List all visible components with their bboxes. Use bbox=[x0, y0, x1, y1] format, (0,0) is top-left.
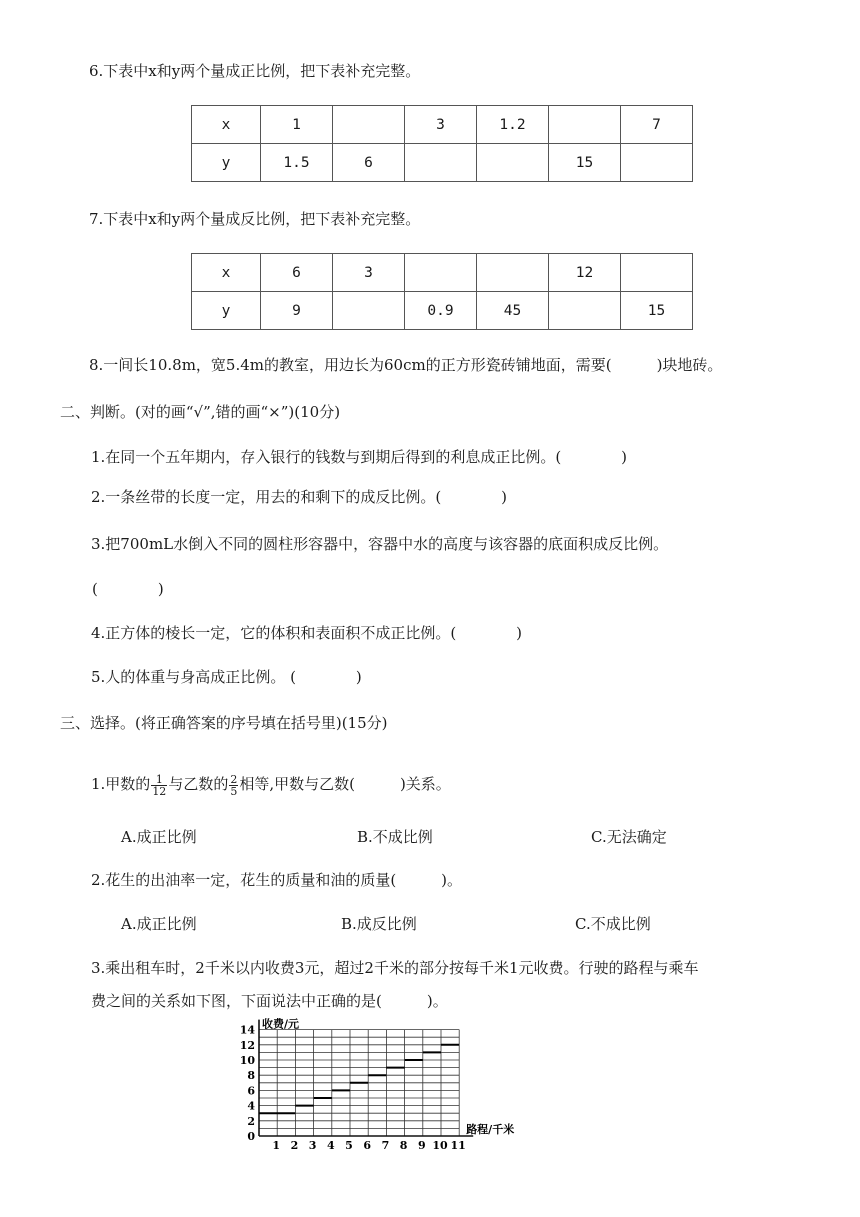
x-tick-label: 10 bbox=[432, 1139, 448, 1152]
choice-2-option-a: A.成正比例 bbox=[121, 915, 197, 933]
section-2-heading: 二、判断。(对的画“√”,错的画“×”)(10分) bbox=[60, 403, 341, 421]
table-cell bbox=[333, 106, 405, 144]
y-tick-label: 14 bbox=[239, 1023, 255, 1037]
proportion-table-6 bbox=[191, 105, 693, 182]
row-header-cell: x bbox=[192, 106, 261, 144]
table-cell: 45 bbox=[477, 292, 549, 330]
y-axis-label: 收费/元 bbox=[262, 1018, 300, 1031]
question-6: 6.下表中x和y两个量成正比例，把下表补充完整。 bbox=[89, 62, 421, 80]
table-cell bbox=[477, 254, 549, 292]
table-cell bbox=[333, 292, 405, 330]
x-tick-label: 4 bbox=[326, 1139, 335, 1152]
section-3-heading: 三、选择。(将正确答案的序号填在括号里)(15分) bbox=[60, 714, 388, 732]
table-cell: 0.9 bbox=[405, 292, 477, 330]
judge-item-4: 4.正方体的棱长一定，它的体积和表面积不成正比例。( ) bbox=[91, 624, 523, 642]
choice-question-1: 1.甲数的 $\frac{1}{12}$ 与乙数的 $\frac{2}{5}$ 相等,甲数与乙数( )关系。 bbox=[91, 772, 451, 798]
x-tick-label: 11 bbox=[450, 1139, 466, 1152]
table-cell bbox=[621, 144, 693, 182]
x-tick-label: 9 bbox=[417, 1139, 426, 1152]
table-row bbox=[192, 144, 693, 182]
fraction-1-12: $\frac{1}{12}$ bbox=[152, 772, 167, 798]
x-tick-label: 8 bbox=[399, 1139, 408, 1152]
table-cell: 3 bbox=[405, 106, 477, 144]
table-cell: 1.2 bbox=[477, 106, 549, 144]
table-cell: 9 bbox=[261, 292, 333, 330]
choice-2-option-c: C.不成比例 bbox=[575, 915, 651, 933]
fraction-2-5: $\frac{2}{5}$ bbox=[230, 772, 238, 798]
table-cell: 1 bbox=[261, 106, 333, 144]
table-cell: 1.5 bbox=[261, 144, 333, 182]
question-7: 7.下表中x和y两个量成反比例，把下表补充完整。 bbox=[89, 210, 421, 228]
taxi-fare-chart bbox=[232, 1018, 532, 1158]
y-tick-label: 8 bbox=[247, 1069, 255, 1083]
x-tick-label: 6 bbox=[363, 1139, 372, 1152]
table-cell: 6 bbox=[261, 254, 333, 292]
table-cell bbox=[405, 144, 477, 182]
row-header-cell: y bbox=[192, 144, 261, 182]
table-row bbox=[192, 106, 693, 144]
x-tick-label: 7 bbox=[381, 1139, 390, 1152]
y-tick-label: 0 bbox=[247, 1130, 255, 1143]
judge-item-2: 2.一条丝带的长度一定，用去的和剩下的成反比例。( ) bbox=[91, 488, 508, 506]
x-tick-label: 2 bbox=[290, 1139, 299, 1152]
table-row bbox=[192, 254, 693, 292]
table-cell: 3 bbox=[333, 254, 405, 292]
choice-question-3-line1: 3.乘出租车时，2千米以内收费3元，超过2千米的部分按每千米1元收费。行驶的路程与乘车 bbox=[91, 959, 699, 977]
y-tick-label: 6 bbox=[247, 1084, 255, 1098]
choice-1-option-b: B.不成比例 bbox=[357, 828, 433, 846]
table-cell bbox=[549, 292, 621, 330]
judge-item-1: 1.在同一个五年期内，存入银行的钱数与到期后得到的利息成正比例。( ) bbox=[91, 448, 628, 466]
x-tick-label: 3 bbox=[308, 1139, 317, 1152]
x-tick-label: 1 bbox=[272, 1139, 281, 1152]
y-tick-label: 10 bbox=[239, 1054, 255, 1067]
y-tick-label: 12 bbox=[239, 1038, 255, 1052]
row-header-cell: y bbox=[192, 292, 261, 330]
x-tick-label: 5 bbox=[345, 1139, 353, 1152]
table-cell: 6 bbox=[333, 144, 405, 182]
table-cell bbox=[405, 254, 477, 292]
y-tick-label: 2 bbox=[247, 1114, 255, 1128]
table-cell: 12 bbox=[549, 254, 621, 292]
x-axis-label: 路程/千米 bbox=[466, 1123, 515, 1136]
question-8: 8.一间长10.8m，宽5.4m的教室，用边长为60cm的正方形瓷砖铺地面，需要( )块地砖。 bbox=[89, 356, 723, 374]
judge-item-3: 3.把700mL水倒入不同的圆柱形容器中，容器中水的高度与该容器的底面积成反比例。 bbox=[91, 535, 669, 553]
judge-item-5: 5.人的体重与身高成正比例。 ( ) bbox=[91, 668, 362, 686]
choice-2-option-b: B.成反比例 bbox=[341, 915, 417, 933]
table-row bbox=[192, 292, 693, 330]
choice-1-option-a: A.成正比例 bbox=[121, 828, 197, 846]
y-tick-label: 4 bbox=[247, 1099, 255, 1113]
table-cell bbox=[621, 254, 693, 292]
choice-question-3-line2: 费之间的关系如下图，下面说法中正确的是( )。 bbox=[91, 992, 448, 1010]
proportion-table-7 bbox=[191, 253, 693, 330]
choice-1-option-c: C.无法确定 bbox=[591, 828, 667, 846]
choice-question-2: 2.花生的出油率一定，花生的质量和油的质量( )。 bbox=[91, 871, 463, 889]
table-cell: 7 bbox=[621, 106, 693, 144]
row-header-cell: x bbox=[192, 254, 261, 292]
table-cell bbox=[477, 144, 549, 182]
table-cell: 15 bbox=[549, 144, 621, 182]
table-cell bbox=[549, 106, 621, 144]
judge-item-3-blank: ( ) bbox=[92, 580, 164, 598]
table-cell: 15 bbox=[621, 292, 693, 330]
